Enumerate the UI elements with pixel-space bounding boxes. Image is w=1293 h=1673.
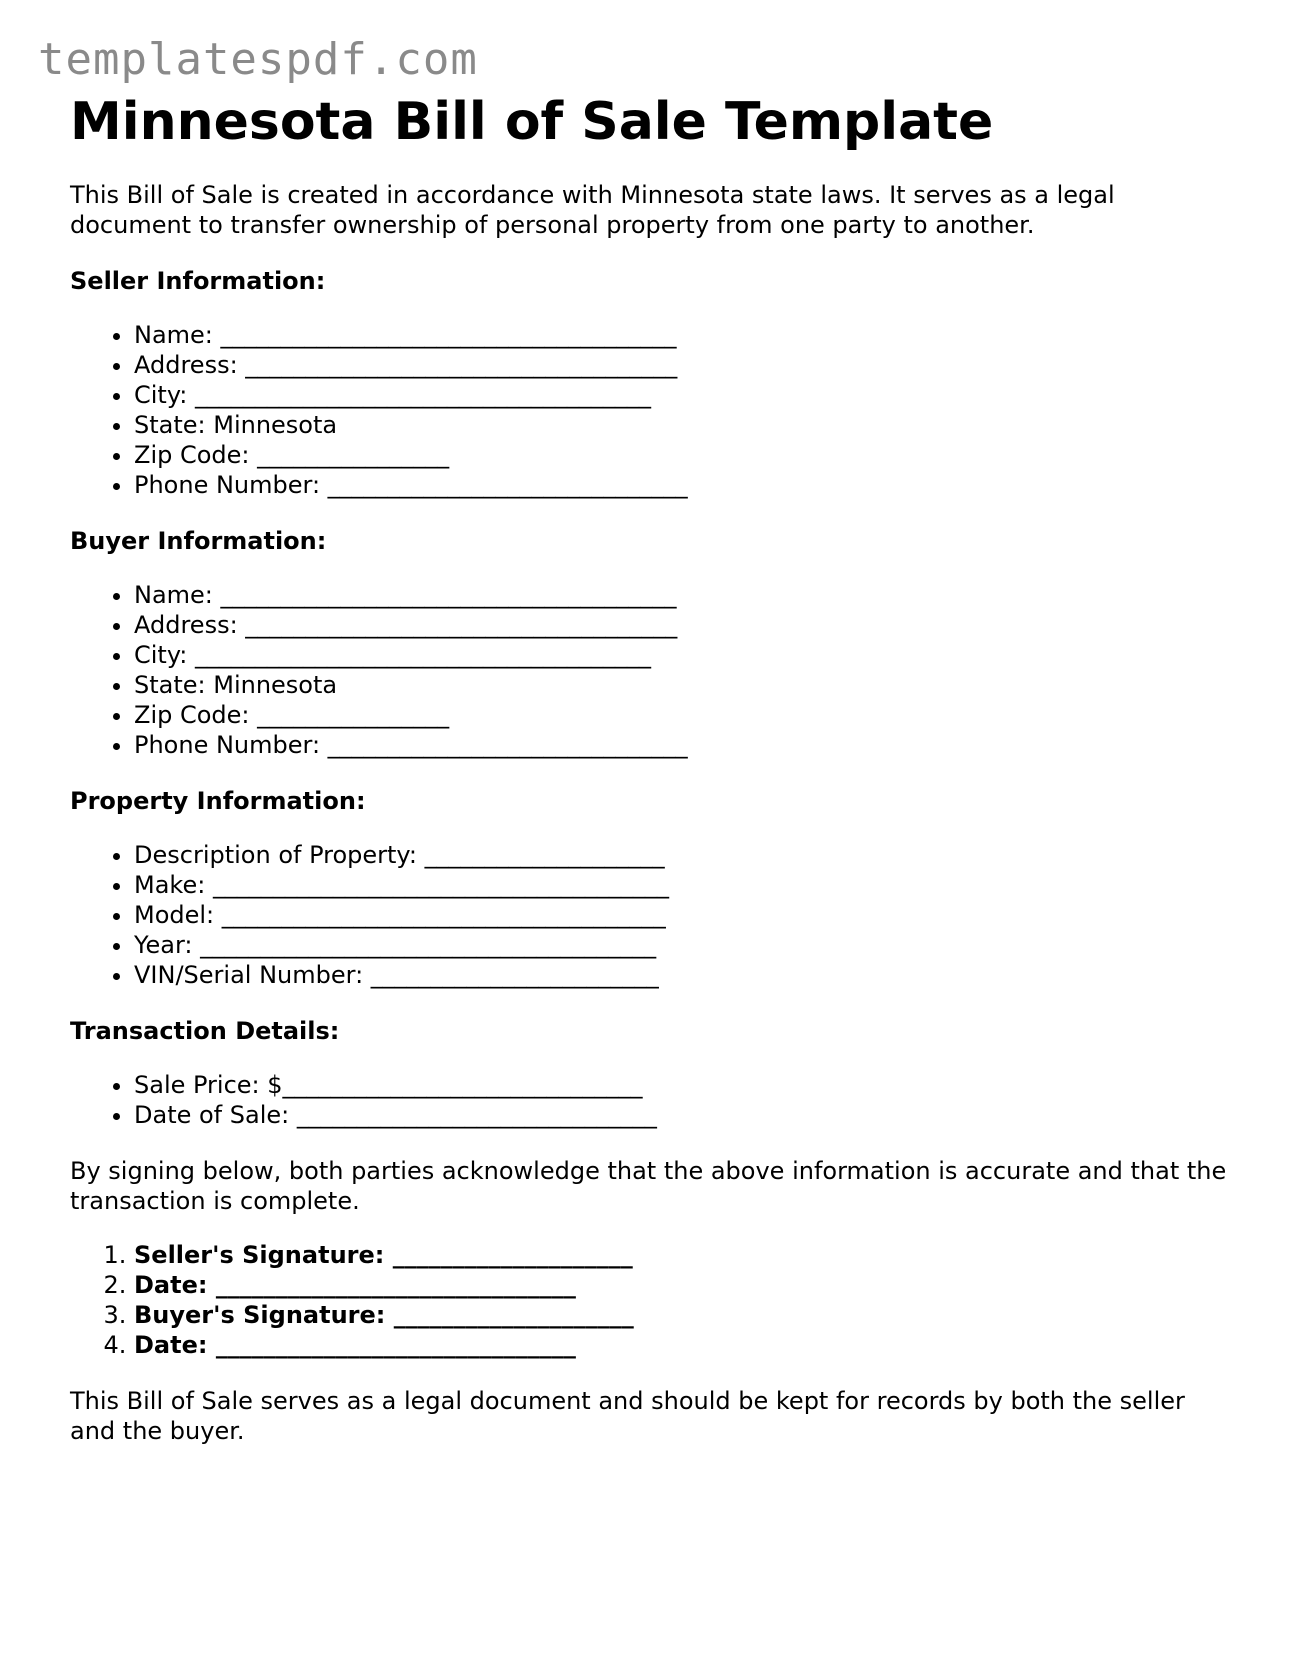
closing-paragraph: This Bill of Sale serves as a legal document and should be kept for records by both the seller and the buyer. <box>70 1387 1185 1445</box>
buyer-signature-date-field[interactable] <box>134 1330 1230 1360</box>
buyer-city-field[interactable]: • City: ______________________________________ <box>134 640 1230 670</box>
seller-signature-date-field[interactable] <box>134 1270 1230 1300</box>
buyer-date-label: Date: ______________________________ <box>134 1331 576 1359</box>
seller-zip-field[interactable]: • Zip Code: ________________ <box>134 440 1230 470</box>
transaction-heading: Transaction Details: <box>70 1017 340 1045</box>
page-title: Minnesota Bill of Sale Template <box>70 92 994 152</box>
buyer-list <box>70 580 1230 760</box>
buyer-address-field[interactable]: • Address: ____________________________________ <box>134 610 1230 640</box>
buyer-signature-label: Buyer's Signature: ____________________ <box>134 1301 634 1329</box>
property-vin-field[interactable]: • VIN/Serial Number: ________________________ <box>134 960 1230 990</box>
acknowledgment-paragraph: By signing below, both parties acknowledge that the above information is accurate and that the transaction is complete. <box>70 1157 1227 1215</box>
seller-name-field[interactable]: • Name: ______________________________________ <box>134 320 1230 350</box>
sale-date-field[interactable]: • Date of Sale: ______________________________ <box>134 1100 1230 1130</box>
signature-list <box>70 1240 1230 1360</box>
buyer-name-field[interactable]: • Name: ______________________________________ <box>134 580 1230 610</box>
property-list <box>70 840 1230 990</box>
watermark: templatespdf.com <box>38 34 478 85</box>
buyer-heading: Buyer Information: <box>70 527 327 555</box>
intro-paragraph: This Bill of Sale is created in accordance with Minnesota state laws. It serves as a legal document to transfer ownership of personal property from one party to another. <box>70 181 1115 239</box>
buyer-zip-field[interactable]: • Zip Code: ________________ <box>134 700 1230 730</box>
seller-city-field[interactable]: • City: ______________________________________ <box>134 380 1230 410</box>
seller-state: • State: Minnesota <box>134 410 1230 440</box>
sale-price-field[interactable]: • Sale Price: $______________________________ <box>134 1070 1230 1100</box>
buyer-state: • State: Minnesota <box>134 670 1230 700</box>
transaction-list <box>70 1070 1230 1130</box>
property-description-field[interactable]: • Description of Property: ____________________ <box>134 840 1230 870</box>
seller-heading: Seller Information: <box>70 267 326 295</box>
property-model-field[interactable]: • Model: _____________________________________ <box>134 900 1230 930</box>
seller-list <box>70 320 1230 500</box>
property-make-field[interactable]: • Make: ______________________________________ <box>134 870 1230 900</box>
seller-signature-field[interactable] <box>134 1240 1230 1270</box>
seller-date-label: Date: ______________________________ <box>134 1271 576 1299</box>
buyer-phone-field[interactable]: • Phone Number: ______________________________ <box>134 730 1230 760</box>
seller-address-field[interactable]: • Address: ____________________________________ <box>134 350 1230 380</box>
buyer-signature-field[interactable] <box>134 1300 1230 1330</box>
property-year-field[interactable]: • Year: ______________________________________ <box>134 930 1230 960</box>
seller-phone-field[interactable]: • Phone Number: ______________________________ <box>134 470 1230 500</box>
seller-signature-label: Seller's Signature: ____________________ <box>134 1241 633 1269</box>
document-body <box>70 88 1230 1446</box>
property-heading: Property Information: <box>70 787 366 815</box>
